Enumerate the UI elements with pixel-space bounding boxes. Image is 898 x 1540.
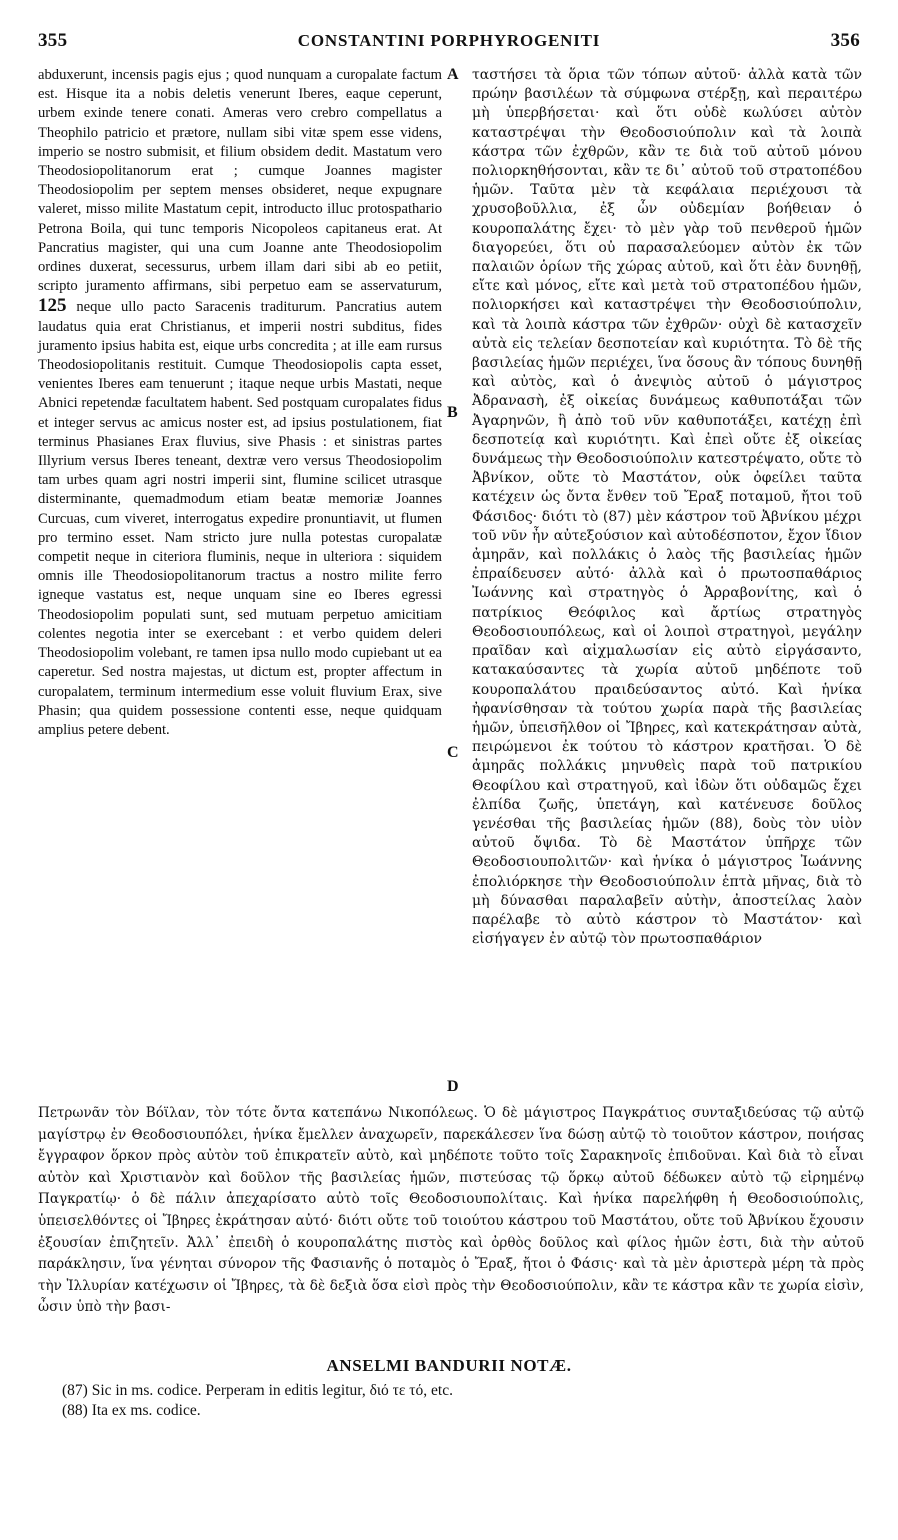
- greek-text: ταστήσει τὰ ὅρια τῶν τόπων αὐτοῦ· ἀλλὰ κατὰ τῶν πρώην βασιλέων τὰ σύμφωνα στέρξῃ, καὶ περαιτέρω μὴ ὑπερβήσεται· καὶ ὅτι οὐδὲ κωλύσει αὐτὸν καταστρέψαι τὴν Θεοδοσιούπολιν καὶ τὰ λοιπὰ κάστρα τῶν ἐχθρῶν, κἂν τε διὰ τοῦ αὐτοῦ μόνου πολιορκηθήσονται, κἂν τε δι᾽ αὐτοῦ τοῦ στρατοπέδου ἡμῶν. Ταῦτα μὲν τὰ κεφάλαια περιέχουσι τὰ χρυσοβοῦλλια, ἐξ ὧν οὐδεμίαν βοήθειαν ὁ κουροπαλάτης ἔχει· τὸ μὲν γὰρ τοῦ πενθεροῦ ἡμῶν διαγορεύει, ὅτι οὐ παρασαλεύομεν αὐτὸν ἐκ τῶν παλαιῶν ὁρίων τῆς χώρας αὐτοῦ, καὶ ὅτι ἐὰν δυνηθῇ, εἴτε καὶ μόνος, εἴτε καὶ μετὰ τοῦ στρατοπέδου ἡμῶν, πολιορκήσει καὶ καταστρέψει τὴν Θεοδοσιούπολιν, καὶ τὰ λοιπὰ κάστρα τῶν ἐχθρῶν· οὐχὶ δὲ κατασχεῖν αὐτὰ εἰς τελείαν δεσποτείαν καὶ κυριότητα. Τὸ δὲ τῆς βασιλείας ἡμῶν περιέχει, ἵνα ὅσους ἂν τόπους δυνηθῇ καὶ αὐτὸς, καὶ ὁ ἀνεψιὸς αὐτοῦ ὁ μάγιστρος Ἀδρανασὴ, ἐξ οἰκείας δυνάμεως καθυποτάξαι τῶν Ἀγαρηνῶν, ἢ ἀπὸ τοῦ νῦν καθυποτάξει, κατέχῃ ἐπὶ δεσποτείᾳ καὶ κυριότητι. Καὶ ἐπεὶ οὔτε ἐξ οἰκείας δυνάμεως τὴν Θεοδοσιούπολιν κατεστρέψατο, οὔτε τὸ Ἀβνίκον, οὔτε τὸ Μαστάτον, οὐκ ὀφείλει ταῦτα κατέχειν ὡς ὄντα ἔνθεν τοῦ Ἔραξ ποταμοῦ, ἤτοι τοῦ Φάσιδος· διότι τὸ (87) μὲν κάστρον τοῦ Ἀβνίκου μέχρι τοῦ νῦν ἦν αὐτεξούσιον καὶ αὐτοδέσποτον, ἔχον ἴδιον ἀμηρᾶν, καὶ πολλάκις ὁ λαὸς τῆς βασιλείας ἡμῶν ἐπραίδευσεν αὐτό· ἀλλὰ καὶ ὁ πρωτοσπαθάριος Ἰωάννης καὶ στρατηγὸς ὁ Ἀρραβονίτης, καὶ ὁ πατρίκιος Θεόφιλος καὶ ἄρτίως στρατηγὸς Θεοδοσιουπόλεως, καὶ οἱ λοιποὶ στρατηγοὶ, μεγάλην πραῖδαν καὶ αἰχμαλωσίαν εἰς αὐτὸ εἰργάσαντο, κατακαύσαντες τὰ χωρία αὐτοῦ μηδέποτε τοῦ κουροπαλάτου πραιδεύσαντος αὐτό. Καὶ ἡνίκα ἠφανίσθησαν τὰ τούτου χωρία παρὰ τῆς βασιλείας ἡμῶν, ὑπεισῆλθον οἱ Ἴβηρες, καὶ κατεκράτησαν αὐτὰ, πειρώμενοι ἐκ τούτου τὸ κάστρον κρατῆσαι. Ὁ δὲ ἀμηρᾶς πολλάκις μηνυθεὶς παρὰ τοῦ πατρικίου Θεοφίλου καὶ στρατηγοῦ, καὶ ἰδὼν ὅτι οὐδαμῶς ἔχει ἐλπίδα ζωῆς, ὑπετάγη, καὶ κατένευσε δοῦλος γενέσθαι τῆς βασιλείας ἡμῶν (88), δοὺς τὸν υἱὸν αὐτοῦ ὄψιδα. Τὸ δὲ Μαστάτον ὑπῆρχε τῶν Θεοδοσιουπολιτῶν· καὶ ἡνίκα ὁ μάγιστρος Ἰωάννης ἐπολιόρκησε τὴν Θεοδοσιούπολιν ἑπτὰ μῆνας, διὰ τὸ μὴ δύνασθαι παραλαβεῖν αὐτὴν, ἀποστείλας λαὸν παρέλαβε τὸ αὐτὸ κάστρον τὸ Μαστάτον· καὶ εἰσήγαγεν ἐν αὐτῷ τὸν πρωτοσπαθάριον: [472, 67, 862, 948]
- greek-continuation: Πετρωνᾶν τὸν Βόϊλαν, τὸν τότε ὄντα κατεπάνω Νικοπόλεως. Ὁ δὲ μάγιστρος Παγκράτιος συνταξιδεύσας τῷ αὐτῷ μαγίστρῳ ἐν Θεοδοσιουπόλει, ἡνίκα ἔμελλεν ἀναχωρεῖν, παρεκάλεσεν ἵνα δώσῃ αὐτῷ τὸ τοιοῦτον κάστρον, ποιήσας ἔγγραφον ὅρκον πρὸς αὐτὸν τοῦ ἐπικρατεῖν αὐτὸ, καὶ μηδέποτε τοῦτο τοῖς Σαρακηνοῖς ἐπιδοῦναι. Καὶ διὰ τὸ εἶναι αὐτὸν καὶ Χριστιανὸν καὶ δοῦλον τῆς βασιλείας ἡμῶν, πιστεύσας τῷ ὅρκῳ αὐτοῦ δέδωκεν αὐτὸ τῷ εἰρημένῳ Παγκρατίῳ· ὁ δὲ πάλιν ἀπεχαρίσατο αὐτὸ τοῖς Θεοδοσιουπολίταις. Καὶ ἡνίκα παρελήφθη ἡ Θεοδοσιούπολις, ὑπεισελθόντες οἱ Ἴβηρες ἐκράτησαν αὐτό· διότι οὔτε τοῦ τοιούτου κάστρου τοῦ Μαστάτου, οὔτε τοῦ Ἀβνίκου ἔχουσιν ἐξουσίαν ἐπιζητεῖν. Ἀλλ᾽ ἐπειδὴ ὁ κουροπαλάτης πιστὸς καὶ ὀρθὸς δοῦλος καὶ φίλος ἡμῶν ἐστι, διὰ τὴν αὐτοῦ παράκλησιν, ἵνα γένηται σύνορον τῆς Φασιανῆς ὁ ποταμὸς ὁ Ἔραξ, ἤτοι ὁ Φάσις· καὶ τὰ μὲν ἀριστερὰ μέρη τὰ πρὸς τὴν Ἰλλυρίαν κατέχωσιν οἱ Ἴβηρες, τὰ δὲ δεξιὰ ὅσα εἰσὶ πρὸς τὴν Θεοδοσιούπολιν, κἂν τε κάστρα κἂν τε χωρία εἰσὶν, ὦσιν ὑπὸ τὴν βασι-: [38, 1105, 864, 1316]
- section-marker-c: C: [447, 744, 459, 761]
- footnotes: [62, 1381, 842, 1421]
- section-marker-d: D: [447, 1078, 459, 1095]
- footnote-88: (88) Ita ex ms. codice.: [62, 1402, 201, 1419]
- latin-text-part2: neque ullo pacto Saracenis traditurum. Pancratius autem laudatus quia erat Christianus, et imperii nostri subditus, fides juramento ipsius habita est, eique urbs concredita ; at ille eam rursus Theodosiopolitanis restituit. Cumque Theodosiopolis capta esset, venientes Iberes eam tenuerunt ; itaque neque urbis Mastati, neque Abnici repetendæ facultatem habent. Sed postquam curopalates fidus et integer servus ac amicus noster est, ad ipsius postulationem, fiat terminus Phasianes Erax fluvius, sive Phasis : et sinistras partes Illyrium versus Iberes teneant, dextræ vero versus Theodosiopolim tam urbes quam agri nostri imperii sint, flumine scilicet utrasque disterminante, quemadmodum etiam beatæ memoriæ Joannes Curcuas, cum viveret, interrogatus expedire pronuntiavit, ut flumen pro termino esset. Nam stricto jure nulla potestas curopalatæ competit neque in citeriora fluminis, neque in ulteriora : siquidem omnis ille Theodosiopolitanorum tractus a nostro milite ferro igneque vastatus est, neque unquam sine eo Iberes egressi Theodosiopolim populati sunt, sed mutuam perpetuo amicitiam colentes negotia inter se exercebant : et verbo quidem deleri Theodosiopolim volebant, re tamen ipsa nullo modo cupiebant ut ea caperetur. Sed nostra majestas, ut dictum est, propter affectum in curopalatem, terminum intermedium esse voluit fluvium Erax, sive Phasin; qua quidem possessione contenti esse, neque quidquam amplius petere debent.: [38, 299, 442, 738]
- latin-text-part1: abduxerunt, incensis pagis ejus ; quod nunquam a curopalate factum est. Hisque ita a nobis deletis venerunt Iberes, eaque ceperunt, urbem exinde tenere conati. Ameras vero crebro compellatus a Theophilo patricio et prætore, nullam sibi vitæ spem esse videns, imperio se nostro submisit, et filium obsidem dedit. Mastatum vero Theodosiopolitanorum erat ; cumque Joannes magister Theodosiopolim per septem menses obsideret, neque expugnare valeret, misso milite Mastatum cepit, introducto illuc protospathario Petrona Boila, qui tunc temporis Nicopoleos capitaneus erat. At Pancratius magister, qui una cum Joanne ante Theodosiopolim ordines duxerat, secessurus, urbem illam dari sibi ab eo petiit, scripto juramento affirmans, sibi perpetuo eam se asservaturum,: [38, 67, 442, 295]
- footnote-87: (87) Sic in ms. codice. Perperam in editis legitur, διό τε τό, etc.: [62, 1382, 453, 1399]
- page-number-left: 355: [38, 30, 68, 51]
- section-marker-b: B: [447, 404, 458, 421]
- greek-full-width-text: [38, 1103, 864, 1319]
- running-title: CONSTANTINI PORPHYROGENITI: [297, 31, 601, 50]
- latin-text: [38, 66, 442, 740]
- page-number-right: 356: [830, 30, 860, 51]
- page-header: [38, 30, 860, 56]
- edition-page-number: 125: [38, 295, 67, 317]
- latin-column: [38, 66, 442, 1098]
- greek-column: [472, 66, 862, 1098]
- notes-heading: ANSELMI BANDURII NOTÆ.: [326, 1356, 572, 1375]
- section-marker-a: A: [447, 66, 459, 83]
